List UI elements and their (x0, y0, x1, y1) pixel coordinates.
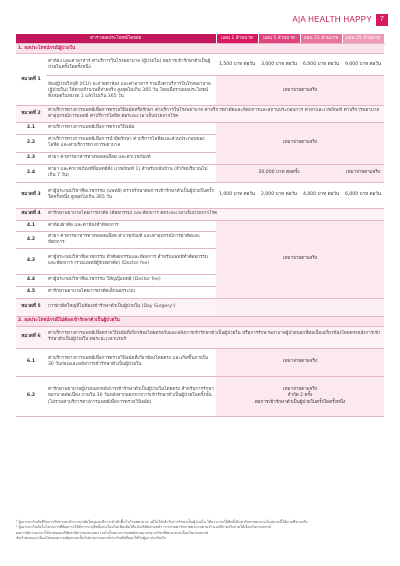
row-number: 6.2 (16, 376, 46, 416)
row-description: ค่าผู้ประกอบวิชาชีพเวชกรรม (แพทย์) ตรวจรักษาต่อการเข้ารักษาตัวเป็นผู้ป่วยในครั้งใดครั้งหนึ่ง สูงสุดไม่เกิน 365 วัน (46, 182, 216, 208)
row-description: ค่ายา ค่าสารอาหารทางหลอดเลือด ค่าเวชภัณฑ์ และค่าอุปกรณ์การผ่าตัดและหัตถการ (46, 231, 216, 248)
table-row (16, 376, 384, 416)
merged-value: เหมาจ่ายตามจริง (216, 76, 384, 106)
plan-4-value: เหมาจ่ายตามจริง (342, 164, 384, 182)
row-number: หมวดที่ 2 (16, 106, 46, 122)
section-title: 2. ผลประโยชน์กรณีไม่ต้องเข้ารักษาตัวเป็นผู้ป่วยใน (16, 316, 384, 326)
row-number: 4.5 (16, 286, 46, 298)
row-number: 6.1 (16, 348, 46, 376)
footnote: ² ผู้เอาประกันภัยในโครงการที่ต้องการให้มีการระบุสิทธิ์และเงื่อนไขเพิ่มเติมให้แจ้งบริษัทล่วงหน้า การจ่ายค่ารักษาพยาบาลตามจำนวนที่จ่ายจริงภายใต้เงื่อนไขกรมธรรม์ (16, 525, 272, 530)
merged-value: เหมาจ่ายตามจริง (216, 122, 384, 164)
row-description: ค่ารักษาพยาบาลโดยการผ่าตัดเล็กนอกระบบ (46, 286, 216, 298)
merged-line-3: ต่อการเข้ารักษาตัวเป็นผู้ป่วยในครั้งใดครั้งหนึ่ง (254, 399, 346, 405)
merged-value (216, 376, 384, 416)
plan-2-value: 3,000 บาท ต่อวัน (258, 54, 300, 76)
empty-cell (216, 298, 384, 316)
row-description: ค่าบริการทางการแพทย์เพื่อการตรวจวินิจฉัยที่เกี่ยวข้องโดยตรง และเกิดขึ้นภายใน 30 วันก่อนและหลังการเข้ารักษาตัวเป็นผู้ป่วยใน (46, 348, 216, 376)
row-description: ค่าห้องผ่าตัด และค่าห้องทำหัตถการ (46, 220, 216, 231)
table-row (16, 220, 384, 231)
merged-value: เหมาจ่ายตามจริง (216, 348, 384, 376)
row-number: หมวดที่ 6 (16, 326, 46, 348)
table-row (16, 54, 384, 76)
row-number: หมวดที่ 3 (16, 182, 46, 208)
page-header (292, 14, 388, 26)
table-row (16, 106, 384, 122)
page-number: 7 (376, 14, 388, 26)
row-description: ค่าห้อง และค่าอาหาร ค่าบริการในโรงพยาบาล (ผู้ป่วยใน) ต่อการเข้ารักษาตัวเป็นผู้ป่วยในครั้งใดครั้งหนึ่ง (46, 54, 216, 76)
table-row (16, 208, 384, 220)
table-row (16, 76, 384, 106)
brand-name: A|A HEALTH HAPPY (292, 14, 372, 24)
footnote: ข้อกำหนดและเงื่อนไขของความคุ้มครองเป็นไปตามกรมธรรม์ประกันภัยที่ออกให้กับผู้เอาประกันภัย (16, 536, 166, 541)
table-row (16, 298, 384, 316)
table-row (16, 182, 384, 208)
row-number: หมวดที่ 4 (16, 208, 46, 220)
plan-1-header: แผน 1 ล้านบาท (216, 34, 258, 44)
footnote: ผลการพิจารณาค่าใช้จ่ายของบริษัทจะพิจารณาตามความจำเป็นทางการแพทย์ตามมาตรฐานวิชาชีพและตามเงื่อนไขกรมธรรม์ (16, 530, 209, 535)
row-number: 2.2 (16, 134, 46, 152)
row-number: 4.2 (16, 231, 46, 248)
merged-line-2: จำกัด 2 ครั้ง (287, 393, 313, 399)
row-description: ค่าผู้ประกอบวิชาชีพเวชกรรม ทำศัลยกรรมและหัตถการ สำหรับแพทย์ทำศัลยกรรม และหัตถการ (รวมแพทย์ผู้ช่วยผ่าตัด) (Doctor fee) (46, 248, 216, 274)
benefits-table (16, 34, 385, 417)
row-description: ค่ายา และค่าเวชภัณฑ์ที่แพทย์สั่ง (เวชภัณฑ์ 1) สำหรับกลับบ้าน (จำกัดปริมาณไม่เกิน 7 วัน) (46, 164, 216, 182)
footnote: ¹ ผู้เอาประกันภัยที่รับการรักษาและทำการผ่าตัดใหญ่และมีการเข้าพักฟื้นในโรงพยาบาล แม้ไม่ได้เข้ารับการรักษาเป็นผู้ป่วยใน ให้สามารถใช้สิทธิ์เบิกค่ารักษาพยาบาลในหมวดนี้ได้ตามที่จ่ายจริง (16, 520, 308, 524)
table-row (16, 122, 384, 134)
plan-2-value: 2,000 บาท ต่อวัน (258, 182, 300, 208)
table-row (16, 348, 384, 376)
plan-4-value: 6,000 บาท ต่อวัน (342, 182, 384, 208)
plan-3-value: 4,000 บาท ต่อวัน (300, 182, 342, 208)
row-description: ห้องผู้ป่วยวิกฤติ (ICU) จะจ่ายค่าห้อง และค่าอาหาร รวมถึงค่าบริการในโรงพยาบาล (ผู้ป่วยใน) ให้ตามจำนวนที่จ่ายจริง สูงสุดไม่เกิน 365 วัน โดยเมื่อรวมผลประโยชน์ทั้งหมดในหมวด 1 แล้วไม่เกิน 365 วัน (46, 76, 216, 106)
plan-3-header: แผน 15 ล้านบาท (300, 34, 342, 44)
section-title: 1. ผลประโยชน์กรณีผู้ป่วยใน (16, 44, 384, 54)
merged-line-1: เหมาจ่ายตามจริง (282, 387, 318, 393)
table-title: ตารางผลประโยชน์โดยย่อ (16, 34, 216, 44)
table-row (16, 164, 384, 182)
merged-value: 20,000 บาท ต่อครั้ง (216, 164, 342, 182)
row-description: การผ่าตัดใหญ่ที่ไม่ต้องเข้ารักษาตัวเป็นผู้ป่วยใน (Day Surgery¹) (46, 298, 216, 316)
row-number: 2.3 (16, 152, 46, 164)
row-description: ค่าบริการทางการแพทย์เพื่อการนำผิดรักษา ค่าบริการโลหิตและส่วนประกอบของโลหิต และค่าบริการทางการพยาบาล (46, 134, 216, 152)
row-description: ค่ารักษาพยาบาลผู้ป่วยนอกหลังการเข้ารักษาตัวเป็นผู้ป่วยในโดยตรง สำหรับการรักษาพยาบาลต่อเนื่อง ภายใน 30 วันหลังจากออกจากการเข้ารักษาตัวเป็นผู้ป่วยในครั้งนั้น (ไม่รวมค่าบริการทางการแพทย์เพื่อการตรวจวินิจฉัย) (46, 376, 216, 416)
section-inpatient (16, 44, 384, 54)
row-number: 4.3 (16, 248, 46, 274)
merged-value: เหมาจ่ายตามจริง (216, 220, 384, 298)
row-description: ค่าบริการทางการแพทย์เพื่อการตรวจวินิจฉัยหรือรักษา ค่าบริการในโรงพยาบาล ค่าบริการผ่าตัดและหัตถการและสถานประกอบการ ค่ายาและเวชภัณฑ์ ค่าบริการพยาบาล ค่าอุปกรณ์การแพทย์ ค่าบริการโลหิต ต่อระยะเวลาเจ็บป่วยจากโรค (46, 106, 384, 122)
plan-1-value: 1,000 บาท ต่อวัน (216, 182, 258, 208)
plan-1-value: 1,500 บาท ต่อวัน (216, 54, 258, 76)
plan-2-header: แผน 5 ล้านบาท (258, 34, 300, 44)
row-description: ค่าบริการทางการแพทย์เพื่อการตรวจวินิจฉัย (46, 122, 216, 134)
row-description: ค่ายา ค่าสารอาหารทางหลอดเลือด และค่าเวชภัณฑ์ (46, 152, 216, 164)
plan-4-header: แผน 25 ล้านบาท (342, 34, 384, 44)
row-number: 4.1 (16, 220, 46, 231)
row-description: ค่ารักษาพยาบาลโดยการผ่าตัด (ศัลยกรรม) และหัตถการ ต่อระยะเวลาเจ็บป่วยจากโรค (46, 208, 384, 220)
footnotes (16, 520, 384, 541)
row-number: หมวดที่ 1 (16, 54, 46, 106)
plan-3-value: 6,000 บาท ต่อวัน (300, 54, 342, 76)
table-row (16, 326, 384, 348)
plan-4-value: 9,000 บาท ต่อวัน (342, 54, 384, 76)
row-description: ค่าผู้ประกอบวิชาชีพเวชกรรม วิสัญญีแพทย์ (Doctor fee) (46, 274, 216, 286)
row-number: 2.1 (16, 122, 46, 134)
row-number: 2.4 (16, 164, 46, 182)
row-number: 4.4 (16, 274, 46, 286)
row-number: หมวดที่ 5 (16, 298, 46, 316)
table-header-row (16, 34, 384, 44)
row-description: ค่าบริการทางการแพทย์เพื่อตรวจวินิจฉัยที่เกี่ยวข้องโดยตรงกับและหลังการเข้ารักษาตัวเป็นผู้ป่วยใน หรือการรักษาพยาบาลผู้ป่วยนอกที่ต่อเนื่องเกี่ยวข้องโดยตรงหลังการเข้ารักษาตัวเป็นผู้ป่วยใน ต่อระยะเวลาแรมร์ (46, 326, 384, 348)
section-outpatient (16, 316, 384, 326)
